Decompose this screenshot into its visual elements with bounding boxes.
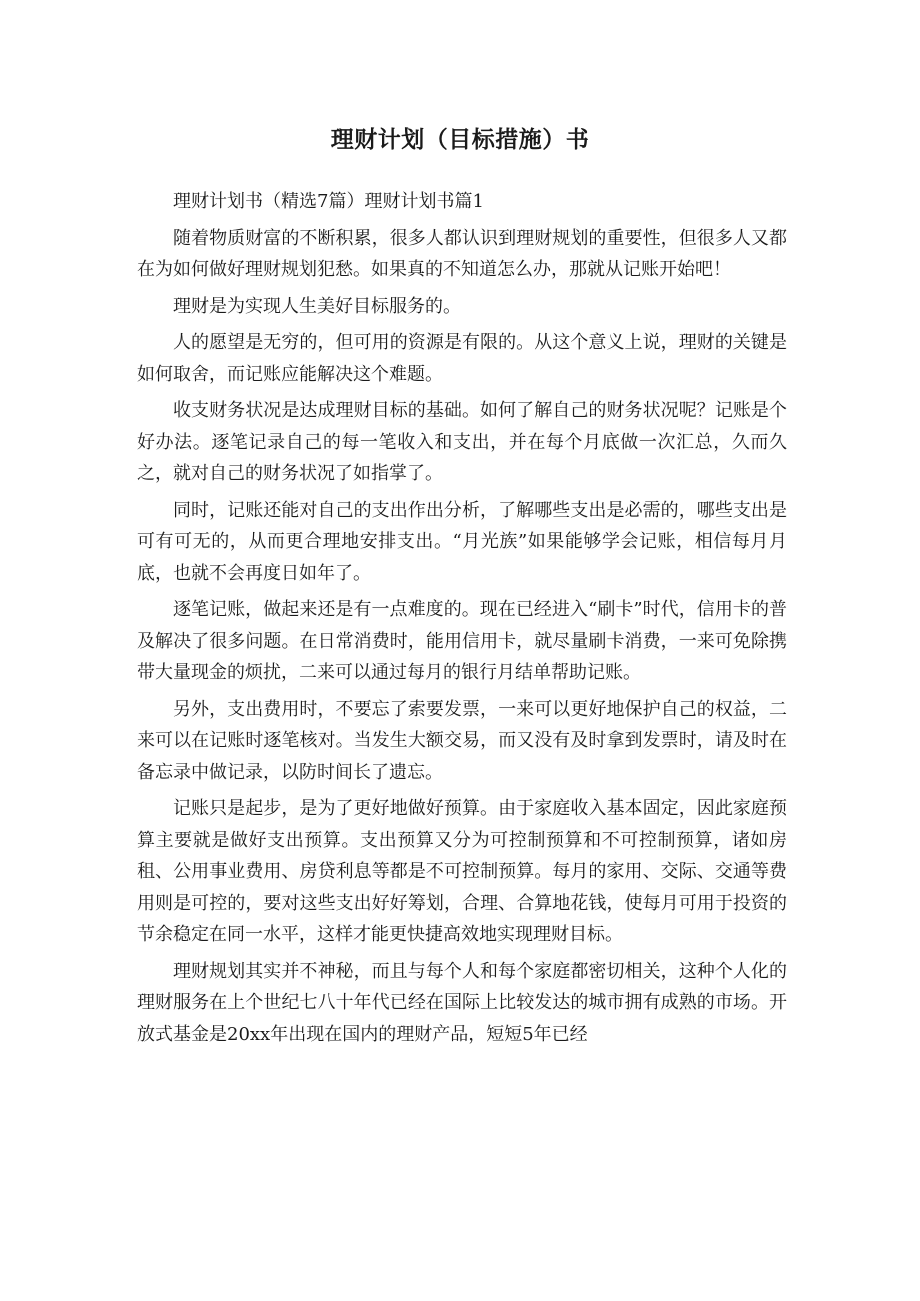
paragraph: 理财规划其实并不神秘，而且与每个人和每个家庭都密切相关，这种个人化的理财服务在上个世纪七八十年代已经在国际上比较发达的城市拥有成熟的市场。开放式基金是20xx年出现在国内的理财产品，短短5年已经 (137, 960, 787, 1045)
paragraph: 另外，支出费用时，不要忘了索要发票，一来可以更好地保护自己的权益，二来可以在记账时逐笔核对。当发生大额交易，而又没有及时拿到发票时，请及时在备忘录中做记录，以防时间长了遗忘。 (137, 698, 787, 783)
paragraph: 同时，记账还能对自己的支出作出分析，了解哪些支出是必需的，哪些支出是可有可无的，从而更合理地安排支出。“月光族”如果能够学会记账，相信每月月底，也就不会再度日如年了。 (137, 499, 787, 584)
paragraph: 收支财务状况是达成理财目标的基础。如何了解自己的财务状况呢？记账是个好办法。逐笔记录自己的每一笔收入和支出，并在每个月底做一次汇总，久而久之，就对自己的财务状况了如指掌了。 (137, 400, 787, 484)
paragraph: 随着物质财富的不断积累，很多人都认识到理财规划的重要性，但很多人又都在为如何做好理财规划犯愁。如果真的不知道怎么办，那就从记账开始吧！ (137, 227, 787, 280)
paragraph: 人的愿望是无穷的，但可用的资源是有限的。从这个意义上说，理财的关键是如何取舍，而记账应能解决这个难题。 (137, 332, 787, 385)
document-body (137, 186, 787, 1055)
paragraph: 记账只是起步，是为了更好地做好预算。由于家庭收入基本固定，因此家庭预算主要就是做好支出预算。支出预算又分为可控制预算和不可控制预算，诸如房租、公用事业费用、房贷利息等都是不可控制预算。每月的家用、交际、交通等费用则是可控的，要对这些支出好好筹划，合理、合算地花钱，使每月可用于投资的节余稳定在同一水平，这样才能更快捷高效地实现理财目标。 (137, 798, 787, 945)
paragraph: 理财计划书（精选7篇）理财计划书篇1 (173, 191, 484, 212)
document-title: 理财计划（目标措施）书 (330, 127, 590, 153)
paragraph: 理财是为实现人生美好目标服务的。 (173, 295, 461, 317)
paragraph: 逐笔记账，做起来还是有一点难度的。现在已经进入“刷卡”时代，信用卡的普及解决了很多问题。在日常消费时，能用信用卡，就尽量刷卡消费，一来可免除携带大量现金的烦扰，二来可以通过每月的银行月结单帮助记账。 (137, 599, 787, 683)
